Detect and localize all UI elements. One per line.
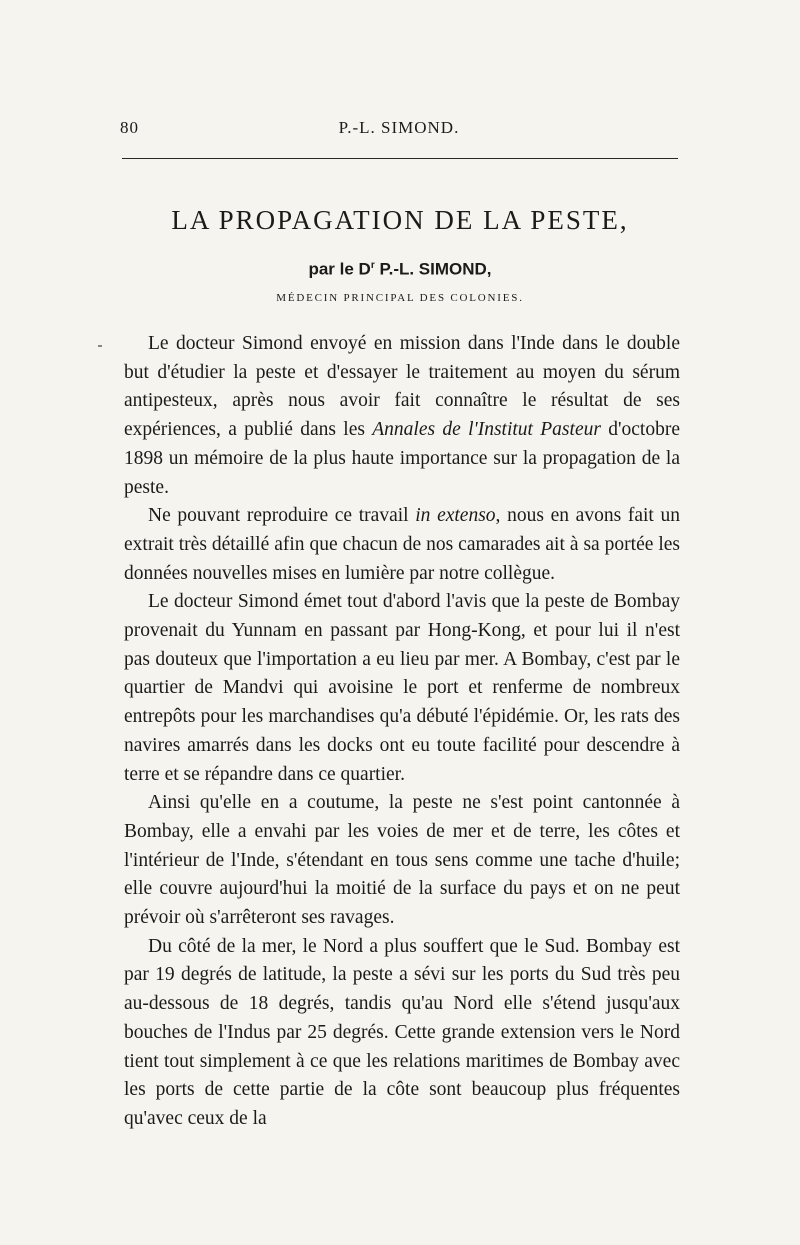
running-title: P.-L. SIMOND. <box>338 118 460 137</box>
page-number: 80 <box>120 118 139 137</box>
paragraph-2 <box>124 502 680 588</box>
paragraph-1-text-end: d'octobre 1898 un mémoire de la plus haute importance sur la propagation de la peste. <box>124 419 680 498</box>
latin-phrase: in extenso <box>415 505 496 527</box>
article-title: LA PROPAGATION DE LA PESTE, <box>171 205 629 235</box>
paragraph-3: Le docteur Simond émet tout d'abord l'avis que la peste de Bombay provenait du Yunnam en passant par Hong-Kong, et pour lui il n'est pas douteux que l'importation a eu lieu par mer. A Bombay, c'est par le quartier de Mandvi qui avoisine le port et renferme de nombreux entrepôts pour les marchandises qu'a débuté l'épidémie. Or, les rats des navires amarrés dans les docks ont eu toute facilité pour descendre à terre et se répandre dans ce quartier. <box>124 591 680 785</box>
author-title: MÉDECIN PRINCIPAL DES COLONIES. <box>276 292 524 304</box>
byline-superscript: r <box>370 260 375 271</box>
journal-title: Annales de l'Institut Pasteur <box>372 419 601 441</box>
byline-prefix: par le D <box>308 259 371 279</box>
paragraph-4: Ainsi qu'elle en a coutume, la peste ne s'est point cantonnée à Bombay, elle a envahi par les voies de mer et de terre, les côtes et l'intérieur de l'Inde, s'étendant en tous sens comme une tache d'huile; elle couvre aujourd'hui la moitié de la surface du pays et on ne peut prévoir où s'arrêteront ses ravages. <box>124 792 680 929</box>
paragraph-5: Du côté de la mer, le Nord a plus souffert que le Sud. Bombay est par 19 degrés de latitude, la peste a sévi sur les ports du Sud très peu au-dessous de 18 degrés, tandis qu'au Nord elle s'étend jusqu'aux bouches de l'Indus par 25 degrés. Cette grande extension vers le Nord tient tout simplement à ce que les relations maritimes de Bombay avec les ports de cette partie de la côte sont beaucoup plus fréquentes qu'avec ceux de la <box>124 935 680 1129</box>
byline-name: P.-L. SIMOND, <box>374 259 492 279</box>
paragraph-1-text: Le docteur Simond envoyé en mission dans l'Inde dans le double but d'étudier la peste et d'essayer le traitement au moyen du sérum antipesteux, après nous avoir fait connaître le résultat de ses expériences, a publié dans les <box>124 333 680 441</box>
running-head <box>120 118 678 142</box>
margin-mark <box>98 345 102 347</box>
header-rule <box>122 158 678 159</box>
byline <box>122 255 678 281</box>
paragraph-2-text: Ne pouvant reproduire ce travail <box>148 505 416 527</box>
article-body <box>124 330 680 1134</box>
paragraph-1 <box>124 330 680 502</box>
paragraph-2-text-end: , nous en avons fait un extrait très détaillé afin que chacun de nos camarades ait à sa portée les données nouvelles mises en lumière par notre collègue. <box>124 505 680 584</box>
